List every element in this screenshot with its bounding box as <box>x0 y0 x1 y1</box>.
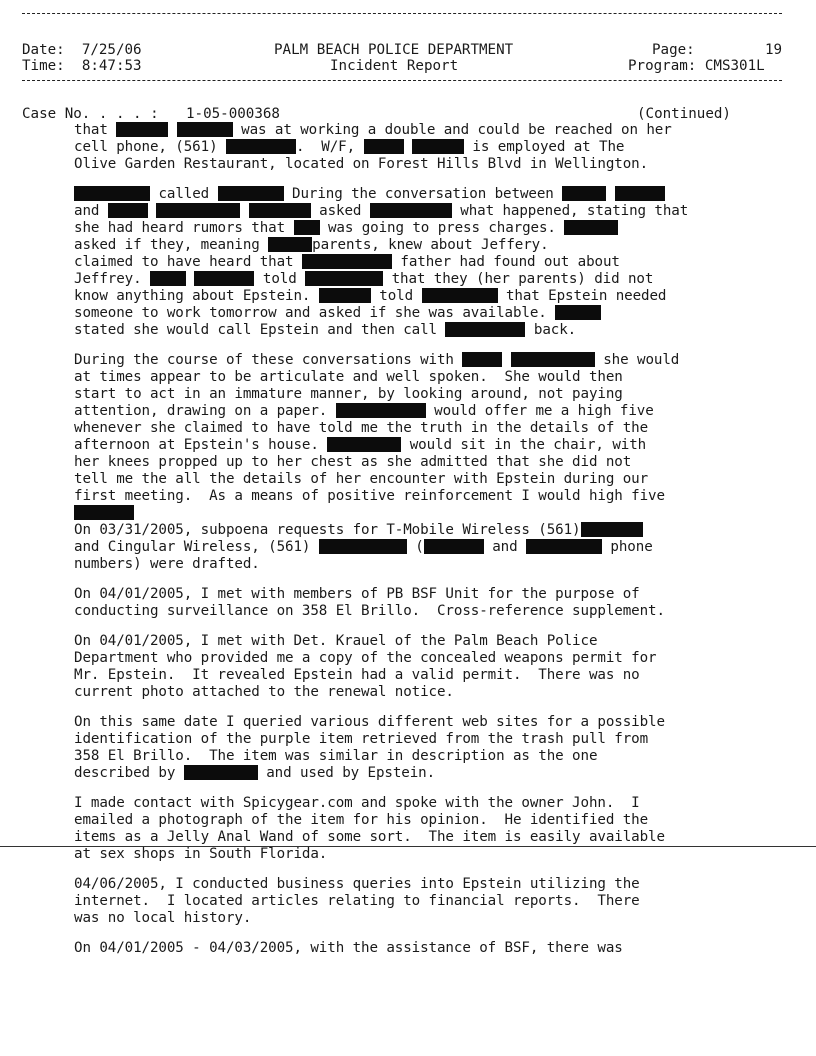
case-number: 1-05-000368 <box>186 106 280 122</box>
redaction <box>327 437 401 452</box>
redaction <box>445 322 525 337</box>
p3-line9: first meeting. As a means of positive reinforcement I would high five <box>74 488 665 504</box>
p3-line10 <box>74 505 134 522</box>
redaction <box>249 203 311 218</box>
page-line <box>652 42 695 59</box>
date-value: 7/25/06 <box>81 42 142 58</box>
redaction <box>116 122 168 137</box>
p7-line3: 358 El Brillo. The item was similar in description as the one <box>74 748 598 764</box>
p1-line2: cell phone, (561) . W/F, is employed at The <box>74 139 625 155</box>
p9-line2: internet. I located articles relating to financial reports. There <box>74 893 640 909</box>
redaction <box>364 139 404 154</box>
redaction <box>319 288 371 303</box>
redaction <box>226 139 296 154</box>
redaction <box>462 352 502 367</box>
redaction <box>156 203 240 218</box>
p1-line3: Olive Garden Restaurant, located on Forest Hills Blvd in Wellington. <box>74 156 649 172</box>
p5-line2: conducting surveillance on 358 El Brillo. Cross-reference supplement. <box>74 603 665 619</box>
p3-line5: whenever she claimed to have told me the truth in the details of the <box>74 420 649 436</box>
date-line <box>22 42 142 59</box>
p2-line8: someone to work tomorrow and asked if she was available. <box>74 305 601 322</box>
p2-line6: Jeffrey. told that they (her parents) did not <box>74 271 654 287</box>
redaction <box>511 352 595 367</box>
redaction <box>370 203 452 218</box>
p3-line1: During the course of these conversations with she would <box>74 352 680 368</box>
time-label: Time: <box>22 58 65 74</box>
p10-line1: On 04/01/2005 - 04/03/2005, with the assistance of BSF, there was <box>74 940 623 956</box>
p2-line7: know anything about Epstein. told that Epstein needed <box>74 288 667 304</box>
redaction <box>194 271 254 286</box>
redaction <box>336 403 426 418</box>
redaction <box>150 271 186 286</box>
report-type: Incident Report <box>330 58 459 74</box>
redaction <box>74 505 134 520</box>
p2-line4: asked if they, meaning parents, knew about Jeffery. <box>74 237 549 253</box>
header-bottom-rule <box>22 80 782 81</box>
p4-line3: numbers) were drafted. <box>74 556 260 572</box>
redaction <box>615 186 665 201</box>
p6-line1: On 04/01/2005, I met with Det. Krauel of the Palm Beach Police <box>74 633 598 649</box>
date-label: Date: <box>22 42 65 58</box>
p6-line2: Department who provided me a copy of the concealed weapons permit for <box>74 650 657 666</box>
case-status: (Continued) <box>637 106 731 122</box>
redaction <box>268 237 312 252</box>
redaction <box>412 139 464 154</box>
p3-line8: tell me the all the details of her encounter with Epstein during our <box>74 471 649 487</box>
p3-line7: her knees propped up to her chest as she admitted that she did not <box>74 454 632 470</box>
redaction <box>581 522 643 537</box>
p8-line3: items as a Jelly Anal Wand of some sort. The item is easily available <box>74 829 665 845</box>
p1-line1: that was at working a double and could be reached on her <box>74 122 672 138</box>
redaction <box>74 186 150 201</box>
p2-line5: claimed to have heard that father had found out about <box>74 254 620 270</box>
p8-line4: at sex shops in South Florida. <box>74 846 328 862</box>
program-value: CMS301L <box>704 58 765 74</box>
time-value: 8:47:53 <box>81 58 142 74</box>
p3-line3: start to act in an immature manner, by looking around, not paying <box>74 386 623 402</box>
redaction <box>177 122 233 137</box>
redaction <box>218 186 284 201</box>
department-name: PALM BEACH POLICE DEPARTMENT <box>274 42 514 58</box>
redaction <box>555 305 601 320</box>
p6-line4: current photo attached to the renewal notice. <box>74 684 454 700</box>
program-label: Program: <box>628 58 697 74</box>
redaction <box>108 203 148 218</box>
time-line <box>22 58 142 75</box>
p3-line6: afternoon at Epstein's house. would sit in the chair, with <box>74 437 647 453</box>
page-number: 19 <box>765 42 783 58</box>
p8-line2: emailed a photograph of the item for his opinion. He identified the <box>74 812 649 828</box>
p7-line4: described by and used by Epstein. <box>74 765 436 781</box>
case-label: Case No. . . . : <box>22 106 159 122</box>
redaction <box>564 220 618 235</box>
p6-line3: Mr. Epstein. It revealed Epstein had a valid permit. There was no <box>74 667 640 683</box>
redaction <box>319 539 407 554</box>
redaction <box>424 539 484 554</box>
program-line <box>628 58 765 75</box>
p3-line2: at times appear to be articulate and well spoken. She would then <box>74 369 623 385</box>
p8-line1: I made contact with Spicygear.com and spoke with the owner John. I <box>74 795 640 811</box>
p4-line1: On 03/31/2005, subpoena requests for T-Mobile Wireless (561) <box>74 522 643 539</box>
redaction <box>184 765 258 780</box>
redaction <box>562 186 606 201</box>
p4-line2: and Cingular Wireless, (561) ( and phone <box>74 539 653 555</box>
redaction <box>526 539 602 554</box>
p7-line1: On this same date I queried various different web sites for a possible <box>74 714 665 730</box>
p2-line9: stated she would call Epstein and then call back. <box>74 322 577 338</box>
p9-line3: was no local history. <box>74 910 252 926</box>
header-top-rule <box>22 13 782 14</box>
redaction <box>302 254 392 269</box>
redaction <box>294 220 320 235</box>
p2-line2: and asked what happened, stating that <box>74 203 689 219</box>
p2-line1: called During the conversation between <box>74 186 665 203</box>
redaction <box>305 271 383 286</box>
redaction <box>422 288 498 303</box>
p9-line1: 04/06/2005, I conducted business queries into Epstein utilizing the <box>74 876 640 892</box>
p5-line1: On 04/01/2005, I met with members of PB BSF Unit for the purpose of <box>74 586 640 602</box>
page-label: Page: <box>652 42 695 58</box>
p7-line2: identification of the purple item retrieved from the trash pull from <box>74 731 649 747</box>
p2-line3: she had heard rumors that was going to press charges. <box>74 220 618 237</box>
p3-line4: attention, drawing on a paper. would offer me a high five <box>74 403 654 419</box>
